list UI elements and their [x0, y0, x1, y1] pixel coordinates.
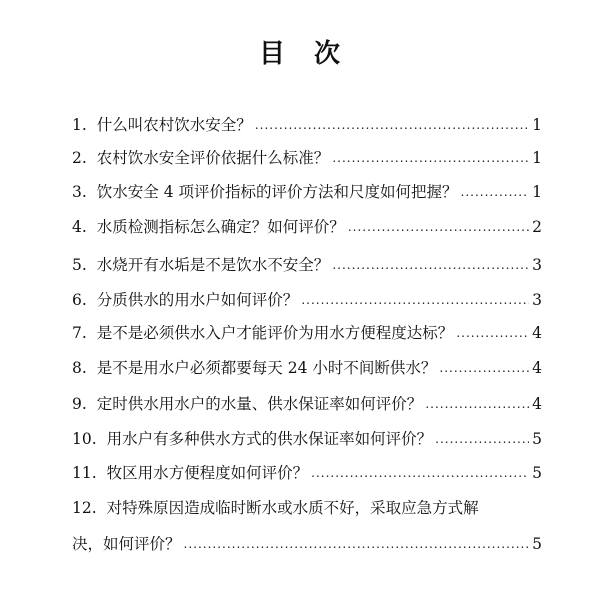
toc-entry-page: 4 [532, 359, 542, 377]
toc-entry-text: 水烧开有水垢是不是饮水不安全？ [96, 256, 330, 274]
toc-entry-text: 饮水安全 4 项评价指标的评价方法和尺度如何把握？ [96, 183, 458, 201]
toc-entry-text: 用水户有多种供水方式的供水保证率如何评价？ [106, 430, 433, 448]
dot-leader [439, 357, 529, 379]
toc-entry-10[interactable] [72, 428, 542, 451]
toc-entry-number: 10. [72, 430, 97, 448]
toc-entry-7[interactable] [72, 322, 542, 345]
toc-entry-page: 3 [532, 291, 542, 309]
toc-entry-text: 定时供水用水户的水量、供水保证率如何评价？ [96, 395, 423, 413]
toc-entry-3[interactable] [72, 181, 542, 204]
dot-leader [461, 181, 529, 203]
title-char-2: 次 [314, 39, 342, 69]
toc-entry-page: 3 [532, 256, 542, 274]
toc-entry-12[interactable] [72, 497, 542, 556]
toc-entry-5[interactable] [72, 254, 542, 277]
dot-leader [348, 216, 529, 238]
toc-entry-9[interactable] [72, 393, 542, 416]
toc-entry-page: 1 [532, 116, 542, 134]
toc-entry-2[interactable] [72, 147, 542, 170]
toc-entry-page: 1 [532, 149, 542, 167]
toc-entry-text: 农村饮水安全评价依据什么标准？ [96, 149, 330, 167]
dot-leader [301, 289, 529, 311]
toc-entry-number: 2. [72, 149, 87, 167]
toc-entry-number: 9. [72, 395, 87, 413]
toc-entry-text: 牧区用水方便程度如何评价？ [106, 464, 309, 482]
toc-entry-4[interactable] [72, 216, 542, 239]
toc-entry-page: 2 [532, 218, 542, 236]
dot-leader [255, 114, 529, 136]
dot-leader [425, 393, 529, 415]
toc-entry-text-line-2: 决，如何评价？ [72, 535, 181, 553]
dot-leader [332, 254, 529, 276]
toc-entry-text: 分质供水的用水户如何评价？ [96, 291, 299, 309]
toc-entry-page: 4 [532, 324, 542, 342]
toc-entry-number: 4. [72, 218, 87, 236]
toc-entry-page: 1 [532, 183, 542, 201]
toc-entry-page: 5 [532, 464, 542, 482]
toc-entry-number: 7. [72, 324, 87, 342]
title-char-1: 目 [258, 39, 286, 69]
toc-entry-text: 是不是必须供水入户才能评价为用水方便程度达标？ [96, 324, 454, 342]
toc-entry-6[interactable] [72, 289, 542, 312]
toc-entry-number: 6. [72, 291, 87, 309]
dot-leader [311, 462, 529, 484]
toc-entry-number: 11. [72, 464, 97, 482]
dot-leader [184, 533, 529, 555]
toc-entry-number: 1. [72, 116, 87, 134]
toc-entry-text: 什么叫农村饮水安全？ [96, 116, 252, 134]
dot-leader [332, 147, 529, 169]
toc-entry-page: 5 [532, 535, 542, 553]
dot-leader [435, 428, 529, 450]
toc-entry-1[interactable] [72, 114, 542, 137]
toc-entry-page: 5 [532, 430, 542, 448]
toc-entry-8[interactable] [72, 357, 542, 380]
dot-leader [456, 322, 529, 344]
toc-entry-number: 12. [72, 499, 97, 517]
toc-entry-page: 4 [532, 395, 542, 413]
toc-entry-text-line-1: 对特殊原因造成临时断水或水质不好，采取应急方式解 [106, 499, 479, 517]
toc-entry-number: 8. [72, 359, 87, 377]
toc-entry-number: 5. [72, 256, 87, 274]
toc-entry-11[interactable] [72, 462, 542, 485]
toc-entry-number: 3. [72, 183, 87, 201]
toc-entry-text: 是不是用水户必须都要每天 24 小时不间断供水？ [96, 359, 437, 377]
toc-entry-text: 水质检测指标怎么确定？如何评价？ [96, 218, 345, 236]
